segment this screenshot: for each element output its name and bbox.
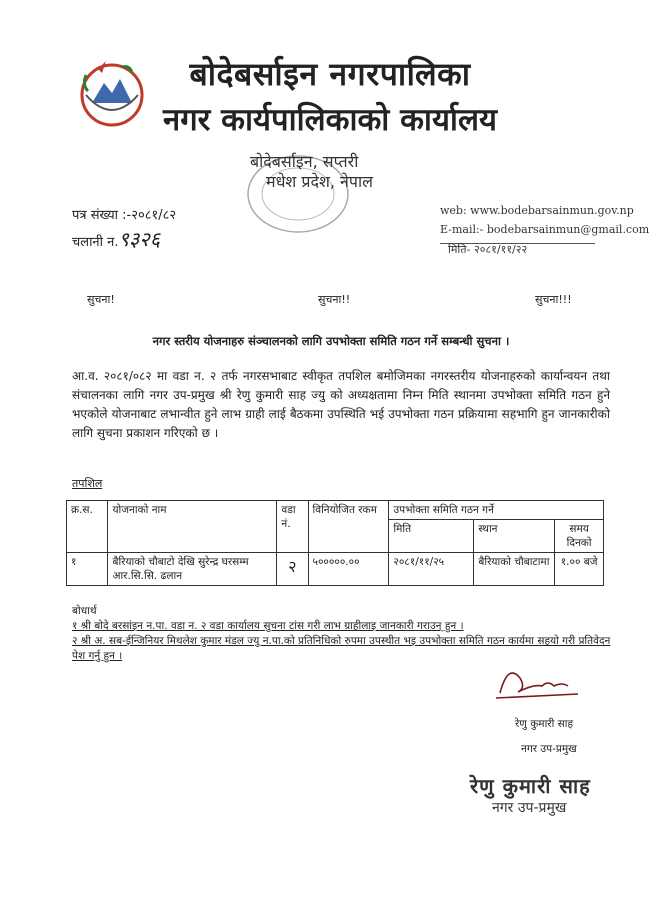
signatory-name: रेणु कुमारी साह xyxy=(515,718,574,730)
signature-icon xyxy=(490,658,585,703)
header-sn: क्र.स. xyxy=(67,501,108,553)
chalani-label xyxy=(72,225,160,252)
office-province: मधेश प्रदेश, नेपाल xyxy=(266,172,373,191)
cell-ward: २ xyxy=(277,553,308,586)
chalani-number: ९३२६ xyxy=(118,227,161,251)
website: web: www.bodebarsainmun.gov.np xyxy=(440,204,634,217)
notice-1: सुचना! xyxy=(87,293,115,306)
designation-stamp: नगर उप-प्रमुख xyxy=(492,800,567,816)
letter-date: मिति- २०८१/११/२२ xyxy=(448,243,528,256)
header-amount: विनियोजित रकम xyxy=(308,501,389,553)
table-header-row xyxy=(67,501,604,520)
header-ward: वडा नं. xyxy=(277,501,308,553)
chalani-text: चलानी न. xyxy=(72,235,119,250)
header-time: समय दिनको xyxy=(555,520,604,553)
table-row xyxy=(67,553,604,586)
body-paragraph: आ.व. २०८१/०८२ मा वडा न. २ तर्फ नगरसभाबाट स्वीकृत तपशिल बमोजिमका नगरस्तरीय योजनाहरुको कार्यान्वयन तथा संचालनका लागि नगर उप-प्रमुख श्री रेणु कुमारी साह ज्यु को अध्यक्षतामा निम्न मिति स्थानमा उपभोक्ता समिति गठन हुने भएकोले योजनाबाट लभान्वीत हुने लाभ ग्राही लाई बैठकमा उपस्थिति भई उपभोक्ता गठन प्रक्रियामा सहभागि हुन जानकारीको लागि सुचना प्रकाशन गरिएको छ । xyxy=(72,369,610,440)
cell-place: बैरियाको चौबाटामा xyxy=(474,553,555,586)
notice-3: सुचना!!! xyxy=(535,293,572,306)
header-name: योजनाको नाम xyxy=(108,501,277,553)
office-address: बोदेबर्साइन, सप्तरी xyxy=(250,152,359,171)
name-stamp: रेणु कुमारी साह xyxy=(470,774,591,798)
header-place: स्थान xyxy=(474,520,555,553)
cell-name: बैरियाको चौबाटो देखि सुरेन्द्र घरसम्म आर.सि.सि. ढलान xyxy=(108,553,277,586)
email: E-mail:- bodebarsainmun@gmail.com xyxy=(440,223,650,236)
note-line-1: १ श्री बोदे बरसांइन न.पा. वडा न. २ वडा कार्यालय सुचना टांस गरी लाभ ग्राहीलाइ जानकारी गराउन् हुन । xyxy=(72,620,464,632)
subject-line: नगर स्तरीय योजनाहरु संञ्चालनको लागि उपभोक्ता समिति गठन गर्ने सम्बन्धी सुचना । xyxy=(152,334,510,348)
tapsil-label: तपशिल xyxy=(72,477,103,490)
cell-date: २०८१/११/२५ xyxy=(389,553,474,586)
header-committee: उपभोक्ता समिति गठन गर्ने xyxy=(389,501,604,520)
bodharth-heading: बोधार्थ xyxy=(72,605,97,617)
cell-sn: १ xyxy=(67,553,108,586)
signatory-title: नगर उप-प्रमुख xyxy=(521,743,577,755)
office-subtitle: नगर कार्यपालिकाको कार्यालय xyxy=(163,102,497,138)
office-title: बोदेबर्साइन नगरपालिका xyxy=(189,55,471,93)
note-line-2: २ श्री अ. सब-ईन्जिनियर मिथलेश कुमार मंडल ज्यु न.पा.को प्रतिनिधिको रुपमा उपस्थीत भइ उपभोक्ता समिति गठन कार्यमा सहयो गरी प्रतिवेदन पेश गर्नु हुन । xyxy=(72,635,611,662)
patra-sankhya: पत्र संख्या :-२०८१/८२ xyxy=(72,208,177,223)
notice-2: सुचना!! xyxy=(318,293,351,306)
cell-amount: ५०००००.०० xyxy=(308,553,389,586)
nepal-emblem-icon xyxy=(72,55,152,135)
cell-time: १.०० बजे xyxy=(555,553,604,586)
schedule-table xyxy=(66,500,604,586)
header-date: मिति xyxy=(389,520,474,553)
